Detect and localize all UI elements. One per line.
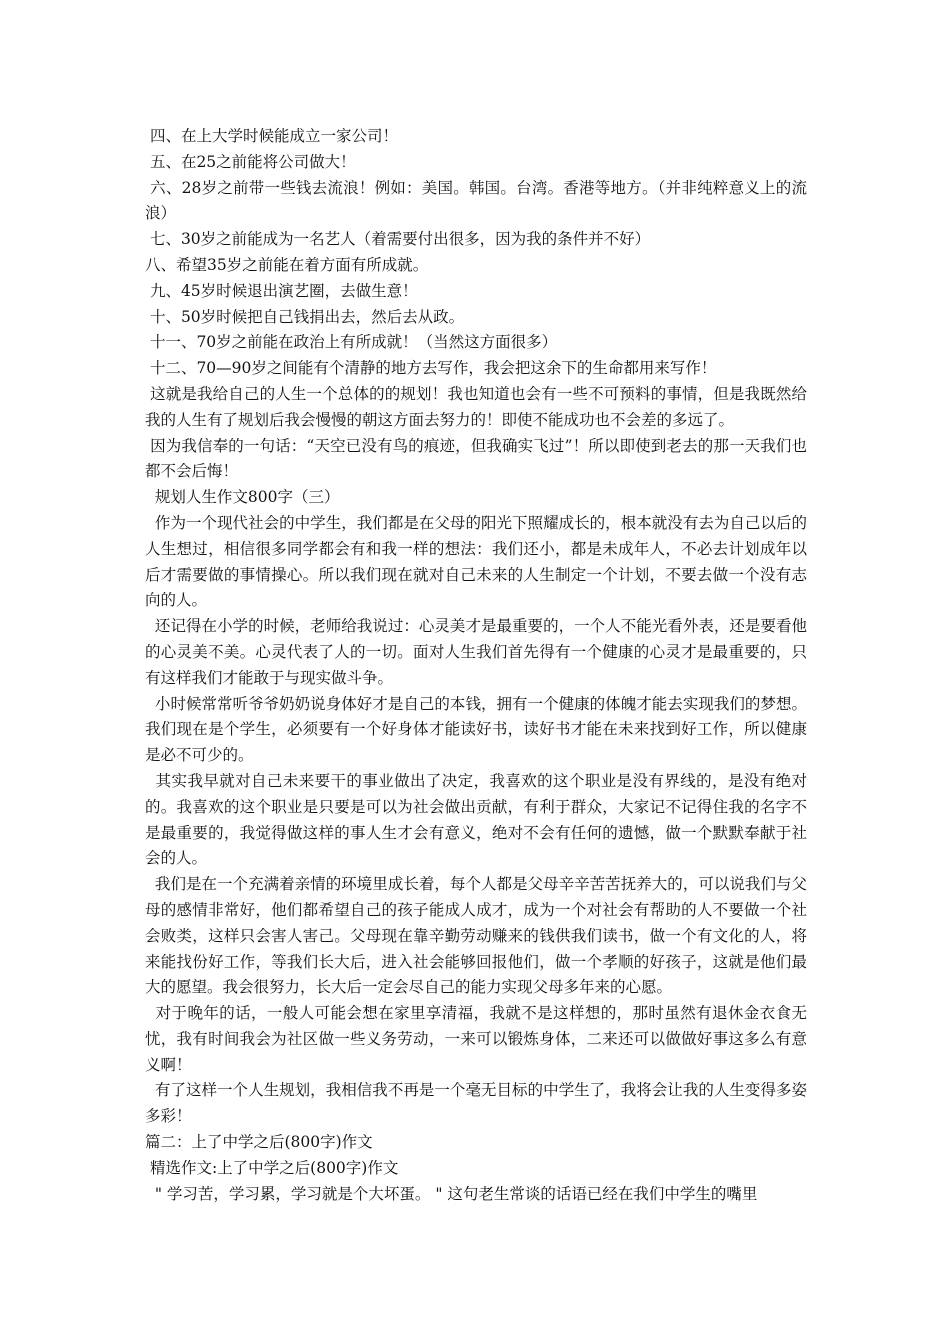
section-heading: 规划人生作文800字（三） [145, 488, 340, 507]
paragraph: 其实我早就对自己未来要干的事业做出了决定，我喜欢的这个职业是没有界线的，是没有绝对的。我喜欢的这个职业是只要是可以为社会做出贡献，有利于群众，大家记不记得住我的名字不是最重要的，我觉得做这样的事人生才会有意义，绝对不会有任何的遗憾，做一个默默奉献于社会的人。 [145, 771, 807, 868]
paragraph: 四、在上大学时候能成立一家公司！ [145, 127, 398, 145]
document-body [145, 124, 807, 1207]
paragraph: " 学习苦，学习累，学习就是个大坏蛋。 " 这句老生常谈的话语已经在我们中学生的嘴里 [145, 1184, 758, 1203]
paragraph: 八、希望35岁之前能在着方面有所成就。 [145, 255, 429, 274]
paragraph: 这就是我给自己的人生一个总体的的规划！我也知道也会有一些不可预料的事情，但是我既然给我的人生有了规划后我会慢慢的朝这方面去努力的！即使不能成功也不会差的多远了。 [145, 384, 807, 429]
paragraph: 五、在25之前能将公司做大！ [145, 152, 356, 171]
section-heading: 篇二：上了中学之后(800字)作文 [145, 1133, 373, 1152]
paragraph: 有了这样一个人生规划，我相信我不再是一个毫无目标的中学生了，我将会让我的人生变得多姿多彩！ [145, 1081, 807, 1126]
paragraph: 我们是在一个充满着亲情的环境里成长着，每个人都是父母辛辛苦苦抚养大的，可以说我们与父母的感情非常好，他们都希望自己的孩子能成人成才，成为一个对社会有帮助的人不要做一个社会败类，这样只会害人害己。父母现在靠辛勤劳动赚来的钱供我们读书，做一个有文化的人，将来能找份好工作，等我们长大后，进入社会能够回报他们，做一个孝顺的好孩子，这就是他们最大的愿望。我会很努力，长大后一定会尽自己的能力实现父母多年来的心愿。 [145, 875, 807, 997]
paragraph: 因为我信奉的一句话：“天空已没有鸟的痕迹，但我确实飞过”！所以即使到老去的那一天我们也都不会后悔！ [145, 436, 807, 481]
paragraph: 九、45岁时候退出演艺圈，去做生意！ [145, 281, 418, 300]
paragraph: 作为一个现代社会的中学生，我们都是在父母的阳光下照耀成长的，根本就没有去为自己以后的人生想过，相信很多同学都会有和我一样的想法：我们还小，都是未成年人，不必去计划成年以后才需要做的事情操心。所以我们现在就对自己未来的人生制定一个计划，不要去做一个没有志向的人。 [145, 513, 807, 610]
paragraph: 六、28岁之前带一些钱去流浪！例如：美国。韩国。台湾。香港等地方。（并非纯粹意义上的流浪） [145, 178, 807, 223]
section-subheading: 精选作文:上了中学之后(800字)作文 [145, 1158, 399, 1177]
paragraph: 还记得在小学的时候，老师给我说过：心灵美才是最重要的，一个人不能光看外表，还是要看他的心灵美不美。心灵代表了人的一切。面对人生我们首先得有一个健康的心灵才是最重要的，只有这样我们才能敢于与现实做斗争。 [145, 617, 807, 687]
paragraph: 对于晚年的话，一般人可能会想在家里享清福，我就不是这样想的，那时虽然有退休金衣食无忧，我有时间我会为社区做一些义务劳动，一来可以锻炼身体，二来还可以做做好事这多么有意义啊！ [145, 1004, 807, 1074]
paragraph: 七、30岁之前能成为一名艺人（着需要付出很多，因为我的条件并不好） [145, 230, 651, 249]
paragraph: 十、50岁时候把自己钱捐出去，然后去从政。 [145, 307, 465, 326]
paragraph: 十一、70岁之前能在政治上有所成就！（当然这方面很多） [145, 333, 558, 352]
paragraph: 小时候常常听爷爷奶奶说身体好才是自己的本钱，拥有一个健康的体魄才能去实现我们的梦想。我们现在是个学生，必须要有一个好身体才能读好书，读好书才能在未来找到好工作，所以健康是必不可少的。 [145, 694, 807, 765]
paragraph: 十二、70—90岁之间能有个清静的地方去写作，我会把这余下的生命都用来写作！ [145, 359, 717, 378]
